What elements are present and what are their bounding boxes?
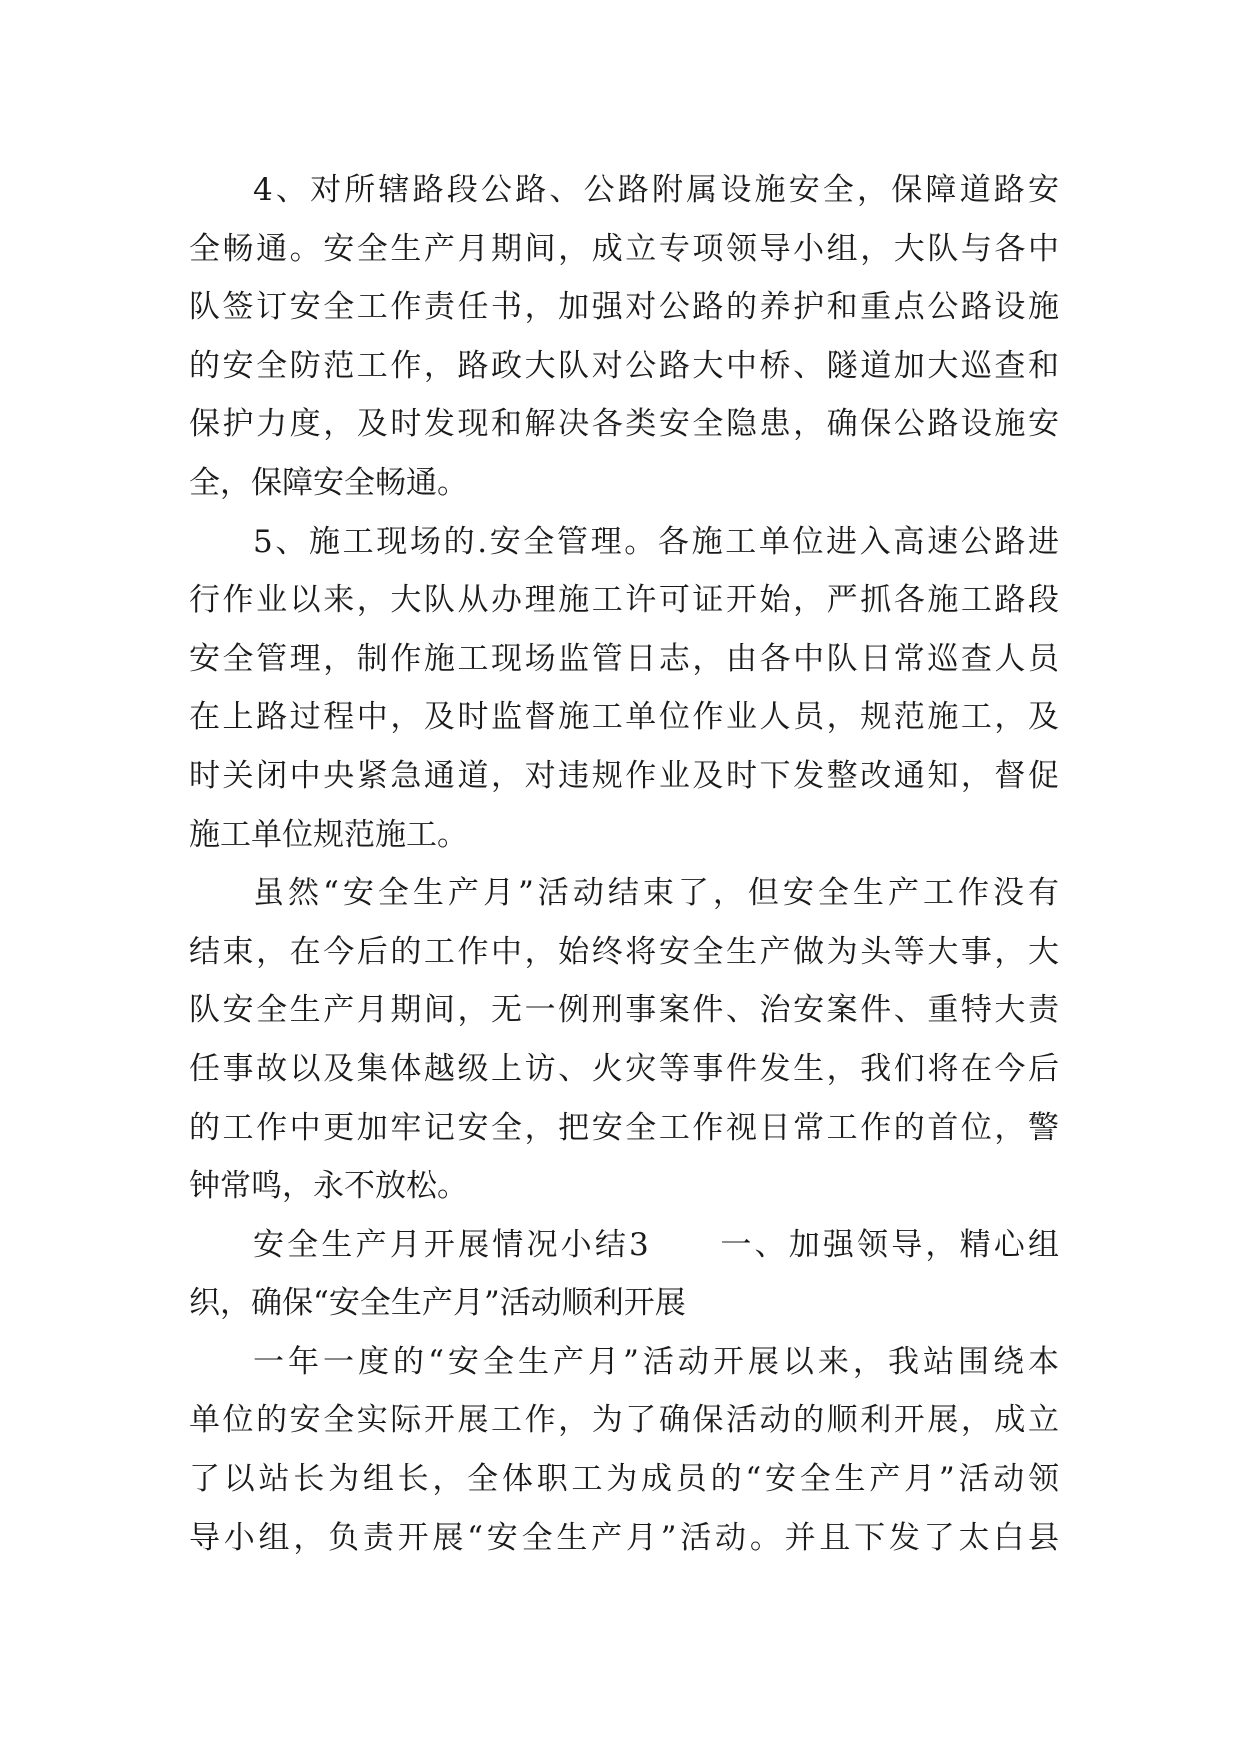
- paragraph-line: 行作业以来，大队从办理施工许可证开始，严抓各施工路段: [189, 582, 1059, 619]
- paragraph-line: 安全管理，制作施工现场监管日志，由各中队日常巡查人员: [189, 640, 1059, 677]
- paragraph-line: 保护力度，及时发现和解决各类安全隐患，确保公路设施安: [189, 406, 1059, 443]
- section-heading-line: 安全生产月开展情况小结3 一、加强领导，精心组: [253, 1226, 1059, 1263]
- paragraph-line: 一年一度的“安全生产月”活动开展以来，我站围绕本: [253, 1343, 1059, 1380]
- paragraph-line: 单位的安全实际开展工作，为了确保活动的顺利开展，成立: [189, 1402, 1059, 1439]
- paragraph-line: 队签订安全工作责任书，加强对公路的养护和重点公路设施: [189, 289, 1059, 326]
- paragraph-line: 施工单位规范施工。: [189, 816, 468, 853]
- paragraph-line: 4、对所辖路段公路、公路附属设施安全，保障道路安: [253, 172, 1059, 208]
- paragraph-line: 队安全生产月期间，无一例刑事案件、治安案件、重特大责: [189, 992, 1059, 1029]
- paragraph-line: 5、施工现场的.安全管理。各施工单位进入高速公路进: [253, 523, 1059, 560]
- paragraph-line: 结束，在今后的工作中，始终将安全生产做为头等大事，大: [189, 933, 1059, 970]
- section-heading-line: 织，确保“安全生产月”活动顺利开展: [189, 1285, 686, 1322]
- paragraph-line: 导小组，负责开展“安全生产月”活动。并且下发了太白县: [189, 1519, 1059, 1556]
- paragraph-line: 在上路过程中，及时监督施工单位作业人员，规范施工，及: [189, 699, 1059, 736]
- paragraph-line: 了以站长为组长，全体职工为成员的“安全生产月”活动领: [189, 1461, 1059, 1498]
- paragraph-line: 全畅通。安全生产月期间，成立专项领导小组，大队与各中: [189, 230, 1059, 267]
- paragraph-line: 虽然“安全生产月”活动结束了，但安全生产工作没有: [253, 875, 1059, 912]
- paragraph-line: 钟常鸣，永不放松。: [189, 1168, 468, 1205]
- document-body: [189, 161, 1059, 1567]
- paragraph-line: 任事故以及集体越级上访、火灾等事件发生，我们将在今后: [189, 1050, 1059, 1087]
- paragraph-line: 的安全防范工作，路政大队对公路大中桥、隧道加大巡查和: [189, 347, 1059, 384]
- paragraph-line: 时关闭中央紧急通道，对违规作业及时下发整改通知，督促: [189, 757, 1059, 794]
- paragraph-line: 的工作中更加牢记安全，把安全工作视日常工作的首位，警: [189, 1109, 1059, 1146]
- paragraph-line: 全，保障安全畅通。: [189, 464, 468, 501]
